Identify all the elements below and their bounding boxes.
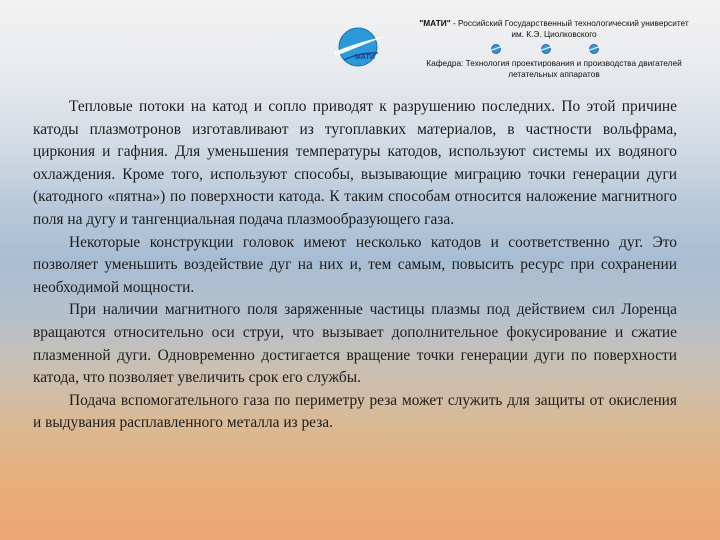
decorative-orbit-icons bbox=[488, 41, 608, 57]
mati-logo bbox=[330, 22, 388, 72]
institution-name bbox=[398, 18, 710, 40]
orbit-icon bbox=[489, 45, 503, 54]
paragraph: Подача вспомогательного газа по периметру реза может служить для защиты от окисления и выдувания расплавленного металла из реза. bbox=[33, 391, 677, 432]
logo-label: МАТИ bbox=[355, 54, 375, 61]
paragraph: При наличии магнитного поля заряженные частицы плазмы под действием сил Лоренца вращаются относительно оси струи, что вызывает дополнительное фокусирование и сжатие плазменной дуги. Одновременно достигается вращение точки генерации дуги по поверхности катода, что позволяет увеличить срок его службы. bbox=[33, 301, 677, 387]
institution-subtitle: им. К.Э. Циолковского bbox=[511, 29, 597, 39]
paragraph: Некоторые конструкции головок имеют несколько катодов и соответственно дуг. Это позволяет уменьшить воздействие дуг на них и, тем самым, повысить ресурс при сохранении необходимой мощности. bbox=[33, 233, 677, 296]
paragraph: Тепловые потоки на катод и сопло приводят к разрушению последних. По этой причине катоды плазмотронов изготавливают из тугоплавких материалов, в частности вольфрама, циркония и гафния. Для уменьшения температуры катодов, используют системы их водяного охлаждения. Кроме того, используют способы, вызывающие миграцию точки генерации дуги (катодного «пятна») по поверхности катода. К таким способам относится наложение магнитного поля на дугу и тангенциальная подача плазмообразующего газа. bbox=[33, 98, 677, 228]
slide-header bbox=[0, 0, 720, 82]
orbit-icon bbox=[539, 45, 553, 54]
department-line-2: летательных аппаратов bbox=[508, 69, 600, 79]
orbit-icon bbox=[587, 45, 601, 54]
institution-abbr: "МАТИ" bbox=[419, 18, 451, 28]
department-name bbox=[398, 58, 710, 80]
institution-full-name: - Российский Государственный технологический университет bbox=[450, 18, 689, 28]
slide-body bbox=[33, 96, 677, 435]
department-line-1: Кафедра: Технология проектирования и производства двигателей bbox=[426, 58, 682, 68]
